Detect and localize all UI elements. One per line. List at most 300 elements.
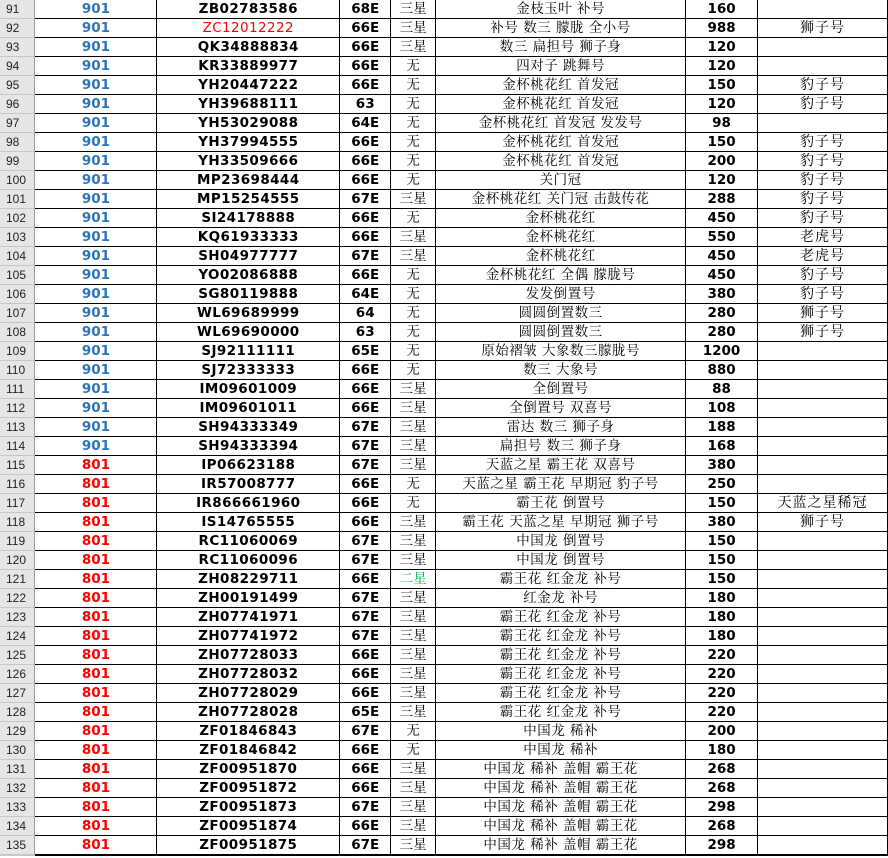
cell-code[interactable]: 901	[35, 114, 157, 133]
cell-code[interactable]: 901	[35, 323, 157, 342]
cell-price[interactable]: 188	[686, 418, 758, 437]
cell-size[interactable]: 66E	[340, 38, 391, 57]
cell-code[interactable]: 901	[35, 437, 157, 456]
cell-price[interactable]: 150	[686, 532, 758, 551]
cell-serial-number[interactable]: ZH07728032	[157, 665, 340, 684]
row-header[interactable]: 93	[0, 38, 35, 57]
cell-category[interactable]	[758, 38, 888, 57]
cell-serial-number[interactable]: ZF00951870	[157, 760, 340, 779]
cell-serial-number[interactable]: ZH00191499	[157, 589, 340, 608]
cell-size[interactable]: 66E	[340, 684, 391, 703]
cell-category[interactable]: 豹子号	[758, 95, 888, 114]
cell-size[interactable]: 67E	[340, 532, 391, 551]
cell-category[interactable]: 豹子号	[758, 190, 888, 209]
cell-star[interactable]: 三星	[391, 228, 436, 247]
cell-star[interactable]: 三星	[391, 608, 436, 627]
cell-price[interactable]: 120	[686, 38, 758, 57]
cell-serial-number[interactable]: IR57008777	[157, 475, 340, 494]
cell-code[interactable]: 901	[35, 95, 157, 114]
cell-category[interactable]: 豹子号	[758, 152, 888, 171]
cell-price[interactable]: 380	[686, 285, 758, 304]
cell-description[interactable]: 霸王花 红金龙 补号	[436, 570, 686, 589]
cell-description[interactable]: 霸王花 红金龙 补号	[436, 684, 686, 703]
row-header[interactable]: 130	[0, 741, 35, 760]
cell-serial-number[interactable]: MP23698444	[157, 171, 340, 190]
cell-code[interactable]: 801	[35, 551, 157, 570]
cell-star[interactable]: 无	[391, 114, 436, 133]
cell-price[interactable]: 450	[686, 266, 758, 285]
cell-serial-number[interactable]: YO02086888	[157, 266, 340, 285]
cell-size[interactable]: 66E	[340, 741, 391, 760]
cell-description[interactable]: 全倒置号	[436, 380, 686, 399]
cell-size[interactable]: 67E	[340, 627, 391, 646]
cell-serial-number[interactable]: KQ61933333	[157, 228, 340, 247]
row-header[interactable]: 111	[0, 380, 35, 399]
cell-star[interactable]: 无	[391, 475, 436, 494]
cell-price[interactable]: 988	[686, 19, 758, 38]
cell-description[interactable]: 中国龙 稀补	[436, 722, 686, 741]
cell-serial-number[interactable]: ZH08229711	[157, 570, 340, 589]
cell-description[interactable]: 霸王花 红金龙 补号	[436, 665, 686, 684]
row-header[interactable]: 102	[0, 209, 35, 228]
row-header[interactable]: 133	[0, 798, 35, 817]
cell-serial-number[interactable]: YH37994555	[157, 133, 340, 152]
cell-category[interactable]	[758, 57, 888, 76]
row-header[interactable]: 127	[0, 684, 35, 703]
cell-description[interactable]: 霸王花 红金龙 补号	[436, 608, 686, 627]
cell-category[interactable]	[758, 0, 888, 19]
cell-category[interactable]	[758, 798, 888, 817]
cell-description[interactable]: 四对子 跳舞号	[436, 57, 686, 76]
cell-size[interactable]: 67E	[340, 551, 391, 570]
cell-code[interactable]: 901	[35, 247, 157, 266]
row-header[interactable]: 113	[0, 418, 35, 437]
cell-serial-number[interactable]: IR866661960	[157, 494, 340, 513]
row-header[interactable]: 109	[0, 342, 35, 361]
cell-size[interactable]: 66E	[340, 76, 391, 95]
cell-description[interactable]: 金杯桃花红 全偶 朦胧号	[436, 266, 686, 285]
cell-code[interactable]: 901	[35, 380, 157, 399]
row-header[interactable]: 124	[0, 627, 35, 646]
cell-price[interactable]: 1200	[686, 342, 758, 361]
cell-description[interactable]: 中国龙 稀补 盖帽 霸王花	[436, 779, 686, 798]
cell-code[interactable]: 801	[35, 722, 157, 741]
row-header[interactable]: 120	[0, 551, 35, 570]
cell-category[interactable]	[758, 627, 888, 646]
cell-serial-number[interactable]: WL69690000	[157, 323, 340, 342]
cell-star[interactable]: 三星	[391, 456, 436, 475]
row-header[interactable]: 96	[0, 95, 35, 114]
cell-serial-number[interactable]: QK34888834	[157, 38, 340, 57]
cell-description[interactable]: 霸王花 红金龙 补号	[436, 646, 686, 665]
cell-star[interactable]: 三星	[391, 646, 436, 665]
cell-code[interactable]: 801	[35, 532, 157, 551]
cell-star[interactable]: 无	[391, 342, 436, 361]
row-header[interactable]: 98	[0, 133, 35, 152]
cell-star[interactable]: 三星	[391, 437, 436, 456]
cell-price[interactable]: 880	[686, 361, 758, 380]
cell-code[interactable]: 801	[35, 817, 157, 836]
cell-code[interactable]: 801	[35, 494, 157, 513]
cell-description[interactable]: 补号 数三 朦胧 全小号	[436, 19, 686, 38]
cell-star[interactable]: 三星	[391, 0, 436, 19]
cell-star[interactable]: 无	[391, 304, 436, 323]
cell-category[interactable]	[758, 418, 888, 437]
cell-star[interactable]: 三星	[391, 380, 436, 399]
cell-description[interactable]: 数三 扁担号 狮子身	[436, 38, 686, 57]
cell-code[interactable]: 801	[35, 760, 157, 779]
cell-star[interactable]: 三星	[391, 836, 436, 856]
cell-serial-number[interactable]: IS14765555	[157, 513, 340, 532]
cell-code[interactable]: 801	[35, 456, 157, 475]
cell-size[interactable]: 67E	[340, 836, 391, 856]
cell-star[interactable]: 三星	[391, 532, 436, 551]
cell-serial-number[interactable]: SJ92111111	[157, 342, 340, 361]
row-header[interactable]: 114	[0, 437, 35, 456]
cell-size[interactable]: 66E	[340, 494, 391, 513]
cell-serial-number[interactable]: SH94333394	[157, 437, 340, 456]
cell-size[interactable]: 66E	[340, 171, 391, 190]
cell-description[interactable]: 扁担号 数三 狮子身	[436, 437, 686, 456]
cell-price[interactable]: 200	[686, 152, 758, 171]
row-header[interactable]: 116	[0, 475, 35, 494]
cell-code[interactable]: 801	[35, 798, 157, 817]
cell-price[interactable]: 220	[686, 703, 758, 722]
cell-description[interactable]: 原始褶皱 大象数三朦胧号	[436, 342, 686, 361]
cell-category[interactable]	[758, 399, 888, 418]
row-header[interactable]: 108	[0, 323, 35, 342]
cell-star[interactable]: 无	[391, 741, 436, 760]
cell-serial-number[interactable]: YH20447222	[157, 76, 340, 95]
cell-star[interactable]: 无	[391, 323, 436, 342]
cell-price[interactable]: 268	[686, 779, 758, 798]
cell-star[interactable]: 无	[391, 171, 436, 190]
cell-serial-number[interactable]: IP06623188	[157, 456, 340, 475]
cell-size[interactable]: 66E	[340, 19, 391, 38]
cell-category[interactable]: 豹子号	[758, 171, 888, 190]
cell-size[interactable]: 67E	[340, 418, 391, 437]
row-header[interactable]: 110	[0, 361, 35, 380]
cell-category[interactable]: 豹子号	[758, 133, 888, 152]
cell-size[interactable]: 66E	[340, 760, 391, 779]
cell-category[interactable]	[758, 608, 888, 627]
cell-size[interactable]: 66E	[340, 475, 391, 494]
cell-price[interactable]: 150	[686, 133, 758, 152]
cell-serial-number[interactable]: SH94333349	[157, 418, 340, 437]
cell-price[interactable]: 150	[686, 570, 758, 589]
cell-category[interactable]	[758, 684, 888, 703]
cell-star[interactable]: 无	[391, 494, 436, 513]
cell-serial-number[interactable]: KR33889977	[157, 57, 340, 76]
cell-serial-number[interactable]: ZF01846843	[157, 722, 340, 741]
cell-code[interactable]: 901	[35, 38, 157, 57]
cell-size[interactable]: 66E	[340, 646, 391, 665]
cell-code[interactable]: 801	[35, 741, 157, 760]
cell-code[interactable]: 801	[35, 627, 157, 646]
cell-description[interactable]: 金杯桃花红	[436, 228, 686, 247]
row-header[interactable]: 117	[0, 494, 35, 513]
cell-description[interactable]: 中国龙 倒置号	[436, 532, 686, 551]
cell-description[interactable]: 霸王花 红金龙 补号	[436, 703, 686, 722]
cell-description[interactable]: 中国龙 稀补 盖帽 霸王花	[436, 798, 686, 817]
row-header[interactable]: 118	[0, 513, 35, 532]
cell-price[interactable]: 180	[686, 608, 758, 627]
cell-price[interactable]: 298	[686, 798, 758, 817]
cell-size[interactable]: 67E	[340, 190, 391, 209]
cell-category[interactable]: 老虎号	[758, 228, 888, 247]
cell-description[interactable]: 中国龙 倒置号	[436, 551, 686, 570]
cell-size[interactable]: 64	[340, 304, 391, 323]
cell-code[interactable]: 901	[35, 266, 157, 285]
cell-category[interactable]	[758, 741, 888, 760]
cell-size[interactable]: 63	[340, 95, 391, 114]
cell-category[interactable]: 狮子号	[758, 19, 888, 38]
cell-star[interactable]: 三星	[391, 817, 436, 836]
cell-category[interactable]	[758, 665, 888, 684]
cell-price[interactable]: 98	[686, 114, 758, 133]
cell-star[interactable]: 三星	[391, 703, 436, 722]
cell-serial-number[interactable]: ZB02783586	[157, 0, 340, 19]
cell-category[interactable]	[758, 722, 888, 741]
row-header[interactable]: 125	[0, 646, 35, 665]
cell-code[interactable]: 801	[35, 475, 157, 494]
row-header[interactable]: 132	[0, 779, 35, 798]
row-header[interactable]: 105	[0, 266, 35, 285]
cell-category[interactable]	[758, 779, 888, 798]
row-header[interactable]: 103	[0, 228, 35, 247]
cell-price[interactable]: 180	[686, 627, 758, 646]
cell-serial-number[interactable]: SJ72333333	[157, 361, 340, 380]
cell-serial-number[interactable]: YH33509666	[157, 152, 340, 171]
cell-size[interactable]: 66E	[340, 209, 391, 228]
cell-description[interactable]: 金枝玉叶 补号	[436, 0, 686, 19]
row-header[interactable]: 112	[0, 399, 35, 418]
cell-serial-number[interactable]: ZH07741972	[157, 627, 340, 646]
cell-category[interactable]: 狮子号	[758, 304, 888, 323]
cell-size[interactable]: 66E	[340, 57, 391, 76]
row-header[interactable]: 115	[0, 456, 35, 475]
cell-serial-number[interactable]: ZF00951873	[157, 798, 340, 817]
cell-serial-number[interactable]: IM09601011	[157, 399, 340, 418]
cell-price[interactable]: 120	[686, 57, 758, 76]
row-header[interactable]: 131	[0, 760, 35, 779]
cell-serial-number[interactable]: ZH07728033	[157, 646, 340, 665]
row-header[interactable]: 135	[0, 836, 35, 856]
cell-star[interactable]: 三星	[391, 779, 436, 798]
cell-price[interactable]: 280	[686, 304, 758, 323]
cell-price[interactable]: 168	[686, 437, 758, 456]
cell-serial-number[interactable]: SH04977777	[157, 247, 340, 266]
cell-price[interactable]: 450	[686, 247, 758, 266]
cell-category[interactable]	[758, 532, 888, 551]
row-header[interactable]: 106	[0, 285, 35, 304]
cell-price[interactable]: 150	[686, 76, 758, 95]
cell-price[interactable]: 120	[686, 171, 758, 190]
cell-description[interactable]: 霸王花 红金龙 补号	[436, 627, 686, 646]
cell-description[interactable]: 天蓝之星 霸王花 早期冠 豹子号	[436, 475, 686, 494]
cell-size[interactable]: 66E	[340, 133, 391, 152]
cell-star[interactable]: 无	[391, 722, 436, 741]
cell-size[interactable]: 66E	[340, 152, 391, 171]
cell-star[interactable]: 无	[391, 57, 436, 76]
cell-price[interactable]: 450	[686, 209, 758, 228]
cell-code[interactable]: 801	[35, 665, 157, 684]
cell-size[interactable]: 65E	[340, 342, 391, 361]
cell-description[interactable]: 中国龙 稀补 盖帽 霸王花	[436, 817, 686, 836]
cell-star[interactable]: 二星	[391, 570, 436, 589]
cell-description[interactable]: 金杯桃花红 首发冠	[436, 95, 686, 114]
cell-category[interactable]	[758, 475, 888, 494]
cell-description[interactable]: 霸王花 倒置号	[436, 494, 686, 513]
row-header[interactable]: 119	[0, 532, 35, 551]
cell-star[interactable]: 无	[391, 152, 436, 171]
row-header[interactable]: 97	[0, 114, 35, 133]
cell-price[interactable]: 220	[686, 665, 758, 684]
cell-serial-number[interactable]: ZF00951875	[157, 836, 340, 856]
cell-star[interactable]: 三星	[391, 247, 436, 266]
cell-size[interactable]: 66E	[340, 399, 391, 418]
cell-star[interactable]: 三星	[391, 19, 436, 38]
cell-code[interactable]: 801	[35, 608, 157, 627]
cell-size[interactable]: 65E	[340, 703, 391, 722]
cell-category[interactable]: 豹子号	[758, 209, 888, 228]
cell-size[interactable]: 67E	[340, 722, 391, 741]
row-header[interactable]: 101	[0, 190, 35, 209]
cell-code[interactable]: 801	[35, 646, 157, 665]
cell-category[interactable]: 天蓝之星稀冠	[758, 494, 888, 513]
cell-category[interactable]: 豹子号	[758, 266, 888, 285]
cell-star[interactable]: 三星	[391, 589, 436, 608]
cell-description[interactable]: 中国龙 稀补 盖帽 霸王花	[436, 836, 686, 856]
cell-description[interactable]: 全倒置号 双喜号	[436, 399, 686, 418]
cell-category[interactable]	[758, 760, 888, 779]
cell-serial-number[interactable]: ZF01846842	[157, 741, 340, 760]
cell-star[interactable]: 无	[391, 285, 436, 304]
cell-size[interactable]: 66E	[340, 380, 391, 399]
cell-price[interactable]: 200	[686, 722, 758, 741]
cell-category[interactable]	[758, 114, 888, 133]
cell-serial-number[interactable]: ZF00951872	[157, 779, 340, 798]
cell-size[interactable]: 67E	[340, 589, 391, 608]
cell-code[interactable]: 901	[35, 399, 157, 418]
cell-category[interactable]	[758, 646, 888, 665]
cell-price[interactable]: 268	[686, 760, 758, 779]
cell-description[interactable]: 金杯桃花红 首发冠	[436, 152, 686, 171]
cell-serial-number[interactable]: WL69689999	[157, 304, 340, 323]
cell-size[interactable]: 67E	[340, 608, 391, 627]
row-header[interactable]: 128	[0, 703, 35, 722]
cell-star[interactable]: 三星	[391, 190, 436, 209]
cell-price[interactable]: 180	[686, 741, 758, 760]
cell-description[interactable]: 圆圆倒置数三	[436, 323, 686, 342]
row-header[interactable]: 99	[0, 152, 35, 171]
cell-code[interactable]: 901	[35, 133, 157, 152]
cell-star[interactable]: 三星	[391, 38, 436, 57]
cell-size[interactable]: 63	[340, 323, 391, 342]
cell-price[interactable]: 288	[686, 190, 758, 209]
row-header[interactable]: 107	[0, 304, 35, 323]
cell-category[interactable]	[758, 380, 888, 399]
cell-star[interactable]: 无	[391, 76, 436, 95]
cell-code[interactable]: 901	[35, 209, 157, 228]
cell-code[interactable]: 801	[35, 779, 157, 798]
cell-serial-number[interactable]: ZH07741971	[157, 608, 340, 627]
row-header[interactable]: 122	[0, 589, 35, 608]
cell-description[interactable]: 数三 大象号	[436, 361, 686, 380]
cell-description[interactable]: 金杯桃花红 首发冠	[436, 76, 686, 95]
cell-price[interactable]: 150	[686, 551, 758, 570]
cell-description[interactable]: 金杯桃花红 关门冠 击鼓传花	[436, 190, 686, 209]
cell-size[interactable]: 68E	[340, 0, 391, 19]
cell-serial-number[interactable]: YH53029088	[157, 114, 340, 133]
cell-code[interactable]: 901	[35, 152, 157, 171]
cell-star[interactable]: 无	[391, 209, 436, 228]
cell-code[interactable]: 901	[35, 228, 157, 247]
cell-price[interactable]: 220	[686, 684, 758, 703]
row-header[interactable]: 134	[0, 817, 35, 836]
cell-size[interactable]: 66E	[340, 228, 391, 247]
cell-price[interactable]: 298	[686, 836, 758, 856]
cell-star[interactable]: 三星	[391, 627, 436, 646]
cell-serial-number[interactable]: ZF00951874	[157, 817, 340, 836]
cell-serial-number[interactable]: RC11060069	[157, 532, 340, 551]
cell-size[interactable]: 66E	[340, 570, 391, 589]
cell-serial-number[interactable]: ZH07728029	[157, 684, 340, 703]
cell-code[interactable]: 801	[35, 684, 157, 703]
cell-category[interactable]	[758, 589, 888, 608]
cell-price[interactable]: 380	[686, 513, 758, 532]
cell-star[interactable]: 三星	[391, 551, 436, 570]
cell-code[interactable]: 901	[35, 57, 157, 76]
cell-price[interactable]: 220	[686, 646, 758, 665]
cell-size[interactable]: 66E	[340, 665, 391, 684]
cell-size[interactable]: 66E	[340, 779, 391, 798]
row-header[interactable]: 104	[0, 247, 35, 266]
row-header[interactable]: 129	[0, 722, 35, 741]
cell-description[interactable]: 金杯桃花红	[436, 209, 686, 228]
cell-code[interactable]: 901	[35, 76, 157, 95]
cell-code[interactable]: 801	[35, 513, 157, 532]
cell-code[interactable]: 801	[35, 703, 157, 722]
row-header[interactable]: 92	[0, 19, 35, 38]
cell-description[interactable]: 金杯桃花红	[436, 247, 686, 266]
cell-category[interactable]: 豹子号	[758, 76, 888, 95]
cell-star[interactable]: 三星	[391, 513, 436, 532]
cell-price[interactable]: 550	[686, 228, 758, 247]
row-header[interactable]: 91	[0, 0, 35, 19]
cell-serial-number[interactable]: ZH07728028	[157, 703, 340, 722]
cell-star[interactable]: 三星	[391, 418, 436, 437]
cell-star[interactable]: 三星	[391, 665, 436, 684]
row-header[interactable]: 100	[0, 171, 35, 190]
cell-code[interactable]: 901	[35, 285, 157, 304]
cell-description[interactable]: 霸王花 天蓝之星 早期冠 狮子号	[436, 513, 686, 532]
cell-star[interactable]: 三星	[391, 399, 436, 418]
cell-code[interactable]: 901	[35, 190, 157, 209]
cell-price[interactable]: 268	[686, 817, 758, 836]
cell-serial-number[interactable]: SG80119888	[157, 285, 340, 304]
cell-category[interactable]	[758, 361, 888, 380]
cell-price[interactable]: 150	[686, 494, 758, 513]
cell-code[interactable]: 901	[35, 171, 157, 190]
cell-price[interactable]: 108	[686, 399, 758, 418]
row-header[interactable]: 121	[0, 570, 35, 589]
cell-category[interactable]	[758, 703, 888, 722]
cell-category[interactable]: 老虎号	[758, 247, 888, 266]
cell-description[interactable]: 金杯桃花红 首发冠	[436, 133, 686, 152]
cell-star[interactable]: 三星	[391, 760, 436, 779]
cell-code[interactable]: 801	[35, 570, 157, 589]
